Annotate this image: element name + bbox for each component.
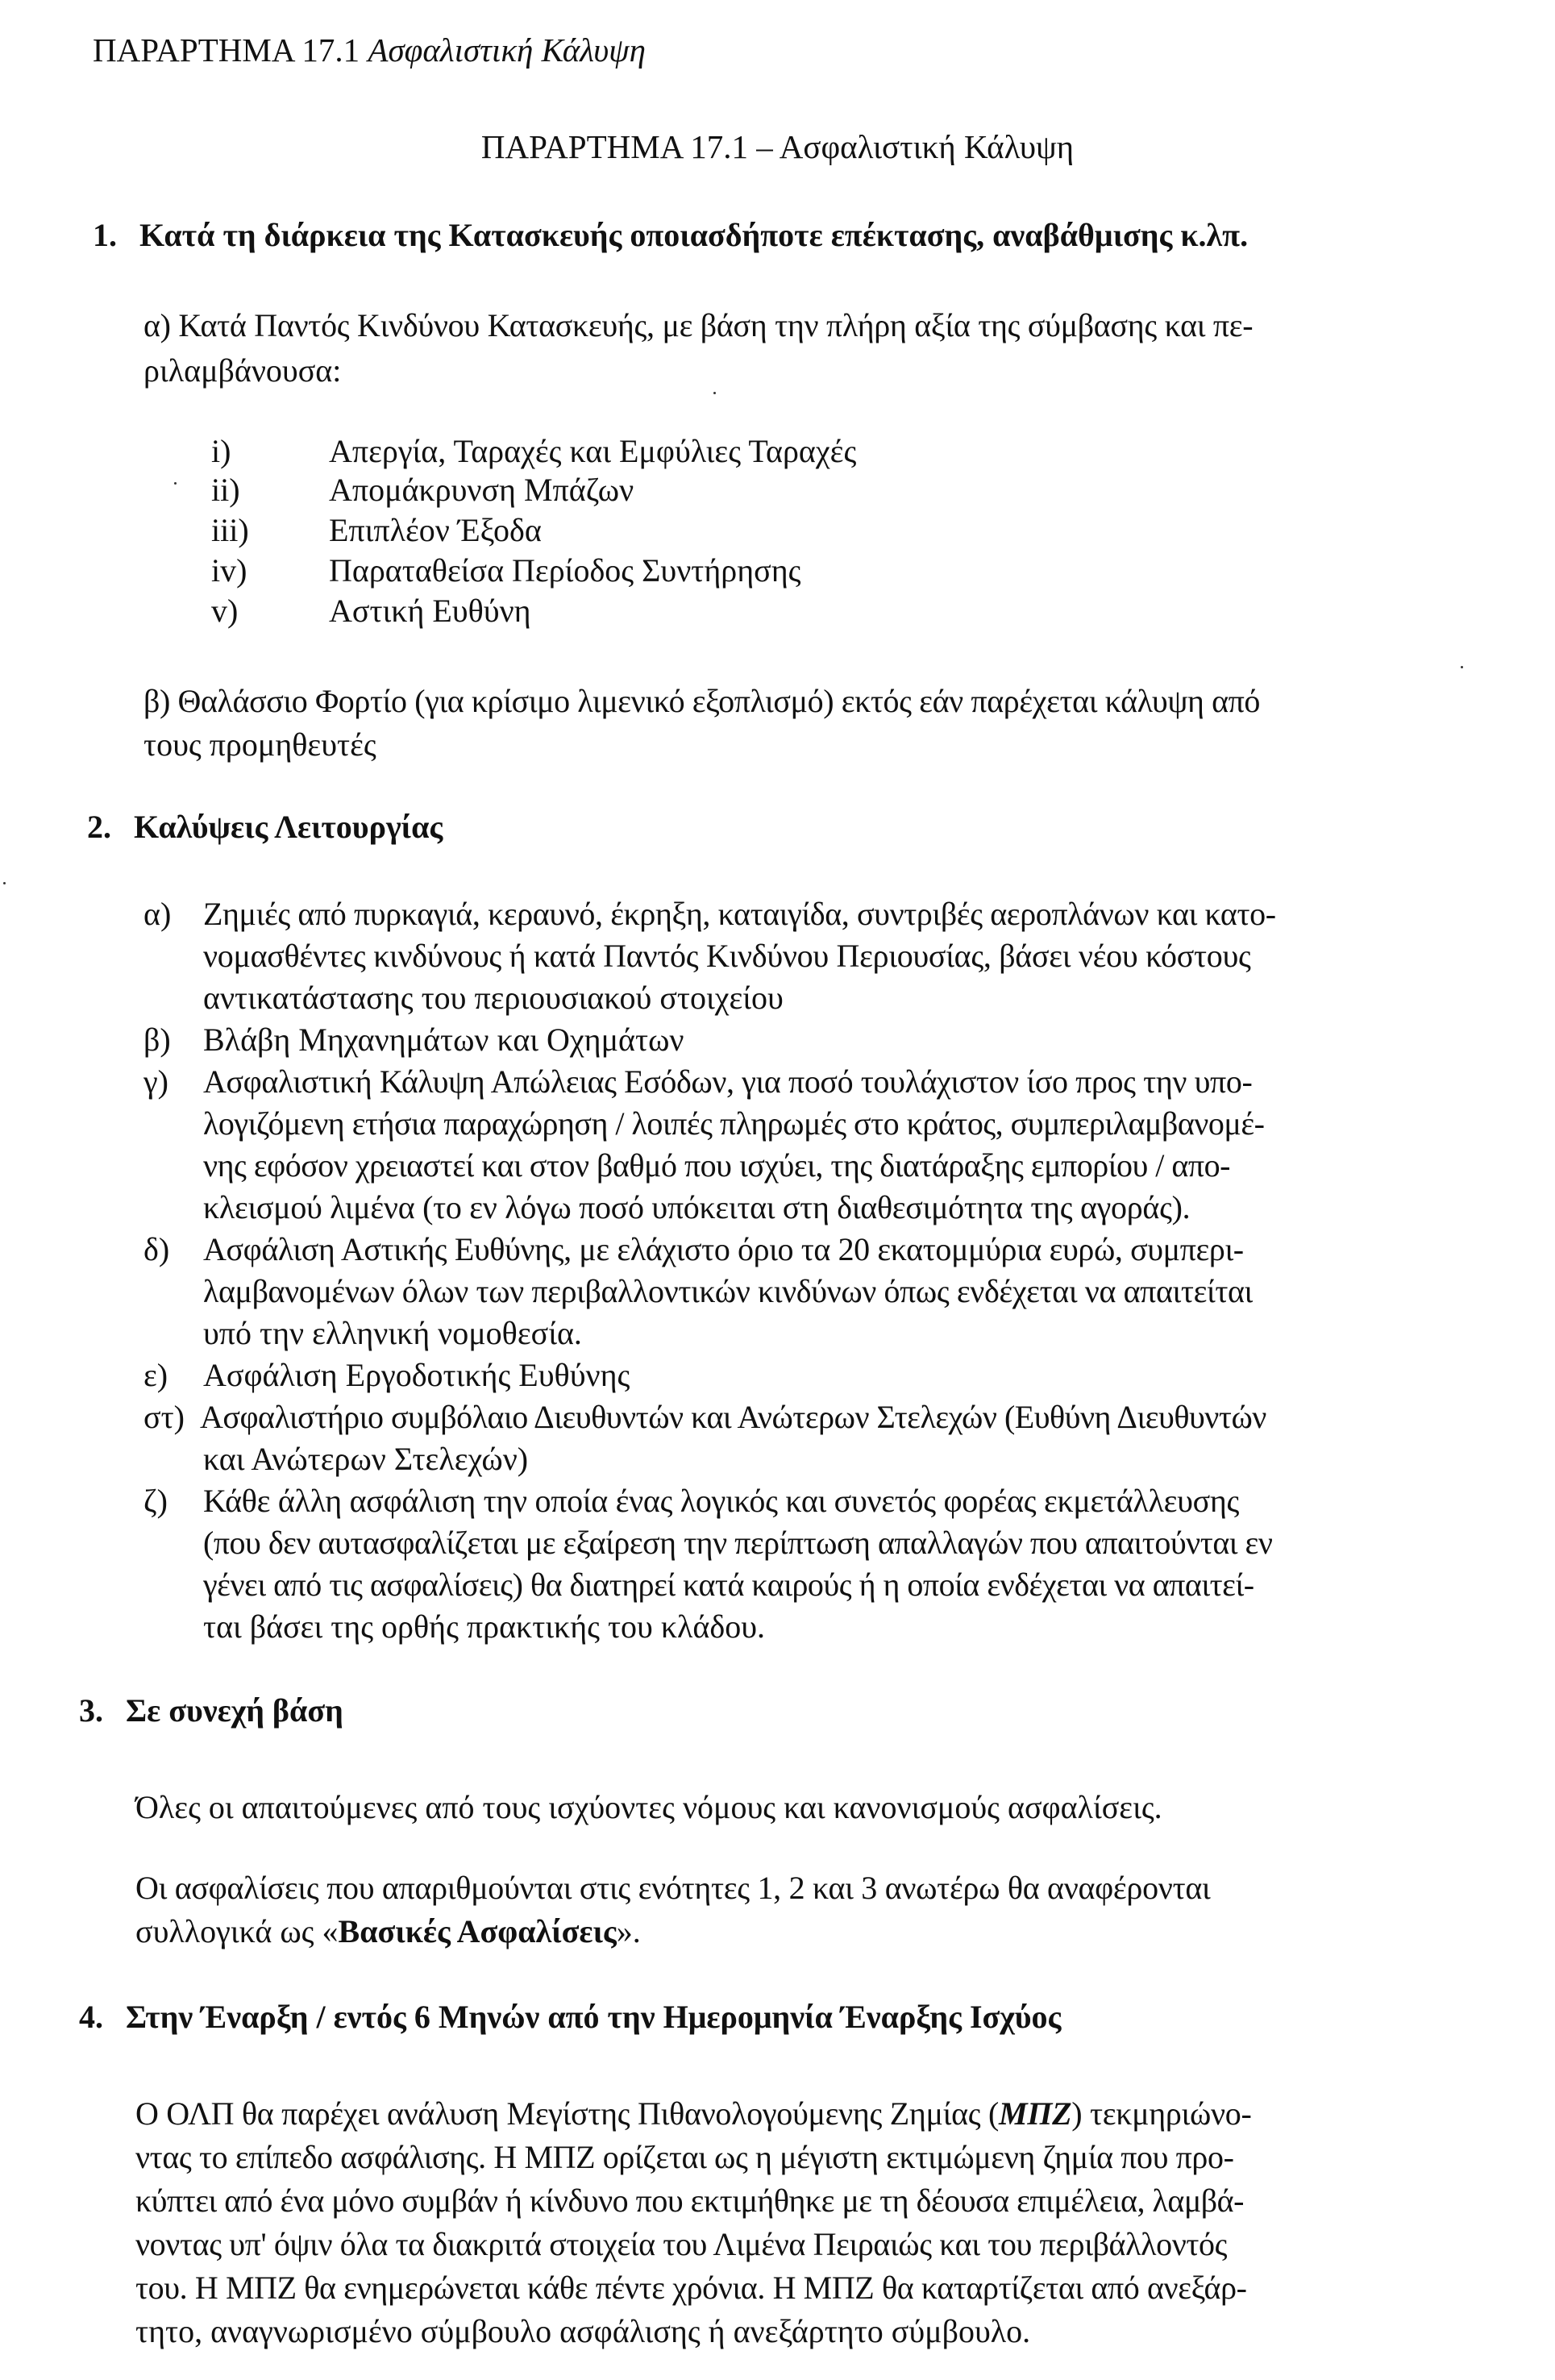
defined-term: Βασικές Ασφαλίσεις xyxy=(338,1913,617,1949)
list-text: Ζημιές από πυρκαγιά, κεραυνό, έκρηξη, καταιγίδα, συντριβές αεροπλάνων και κατο- xyxy=(203,896,1276,932)
list-label: v) xyxy=(211,593,239,629)
list-text: αντικατάστασης του περιουσιακού στοιχείου xyxy=(203,980,784,1016)
page-title: ΠΑΡΑΡΤΗΜΑ 17.1 – Ασφαλιστική Κάλυψη xyxy=(480,128,1075,165)
list-text: Ασφάλιση Εργοδοτικής Ευθύνης xyxy=(203,1357,630,1393)
text-fragment: συλλογικά ως « xyxy=(135,1913,339,1949)
list-text: Επιπλέον Έξοδα xyxy=(329,512,542,548)
text-fragment: Ο ΟΛΠ θα παρέχει ανάλυση Μεγίστης Πιθανολογούμενης Ζημίας ( xyxy=(135,2095,1000,2132)
list-label: ζ) xyxy=(143,1483,168,1519)
list-text: λογιζόμενη ετήσια παραχώρηση / λοιπές πληρωμές στο κράτος, συμπεριλαμβανομέ- xyxy=(203,1105,1265,1142)
list-text: Ασφαλιστική Κάλυψη Απώλειας Εσόδων, για ποσό τουλάχιστον ίσο προς την υπο- xyxy=(203,1063,1253,1100)
running-header-prefix: ΠΑΡΑΡΤΗΜΑ 17.1 xyxy=(93,31,368,69)
section-heading-text: Καλύψεις Λειτουργίας xyxy=(134,809,443,845)
section-1b-line-1: β) Θαλάσσιο Φορτίο (για κρίσιμο λιμενικό εξοπλισμό) εκτός εάν παρέχεται κάλυψη από xyxy=(143,683,1261,719)
list-label: ε) xyxy=(143,1357,168,1393)
list-label: β) xyxy=(143,1021,171,1058)
paragraph-line: ντας το επίπεδο ασφάλισης. Η ΜΠΖ ορίζεται ως η μέγιστη εκτιμώμενη ζημία που προ- xyxy=(135,2139,1234,2175)
list-text: ται βάσει της ορθής πρακτικής του κλάδου. xyxy=(203,1608,765,1645)
list-text: κλεισμού λιμένα (το εν λόγω ποσό υπόκειται στη διαθεσιμότητα της αγοράς). xyxy=(203,1189,1191,1225)
text-fragment: ) τεκμηριώνο- xyxy=(1071,2095,1252,2132)
list-label: δ) xyxy=(143,1231,170,1267)
list-label: στ) xyxy=(143,1399,185,1435)
section-1a-line-2: ριλαμβάνουσα: xyxy=(143,352,342,389)
section-1a-line-1: α) Κατά Παντός Κινδύνου Κατασκευής, με βάση την πλήρη αξία της σύμβασης και πε- xyxy=(143,307,1254,343)
abbreviation: ΜΠΖ xyxy=(999,2095,1072,2132)
list-text: γένει από τις ασφαλίσεις) θα διατηρεί κατά καιρούς ή η οποία ενδέχεται να απαιτεί- xyxy=(203,1567,1254,1603)
list-text: (που δεν αυτασφαλίζεται με εξαίρεση την περίπτωση απαλλαγών που απαιτούνται εν xyxy=(203,1525,1273,1561)
section-3-paragraph-2-line-2 xyxy=(135,1912,641,1951)
paragraph-line: κύπτει από ένα μόνο συμβάν ή κίνδυνο που εκτιμήθηκε με τη δέουσα επιμέλεια, λαμβά- xyxy=(135,2182,1244,2219)
list-label: α) xyxy=(143,896,172,932)
section-heading-text: Κατά τη διάρκεια της Κατασκευής οποιασδήποτε επέκτασης, αναβάθμισης κ.λπ. xyxy=(139,217,1249,253)
scan-speck xyxy=(713,392,716,394)
paragraph-line: νοντας υπ' όψιν όλα τα διακριτά στοιχεία του Λιμένα Πειραιώς και του περιβάλλοντός xyxy=(135,2226,1228,2262)
list-text: Παραταθείσα Περίοδος Συντήρησης xyxy=(329,552,801,589)
list-text: Αστική Ευθύνη xyxy=(329,593,531,629)
list-text: νομασθέντες κινδύνους ή κατά Παντός Κινδύνου Περιουσίας, βάσει νέου κόστους xyxy=(203,938,1251,974)
section-1b-line-2: τους προμηθευτές xyxy=(143,726,376,763)
scan-speck xyxy=(3,882,6,884)
list-text: Κάθε άλλη ασφάλιση την οποία ένας λογικός και συνετός φορέας εκμετάλλευσης xyxy=(203,1483,1240,1519)
list-text: Ασφαλιστήριο συμβόλαιο Διευθυντών και Ανώτερων Στελεχών (Ευθύνη Διευθυντών xyxy=(200,1399,1266,1435)
paragraph-line: τητο, αναγνωρισμένο σύμβουλο ασφάλισης ή ανεξάρτητο σύμβουλο. xyxy=(135,2313,1031,2349)
list-label: γ) xyxy=(143,1063,168,1100)
list-text: λαμβανομένων όλων των περιβαλλοντικών κινδύνων όπως ενδέχεται να απαιτείται xyxy=(203,1273,1253,1309)
section-number: 3. xyxy=(79,1692,103,1729)
list-text: Απεργία, Ταραχές και Εμφύλιες Ταραχές xyxy=(329,433,857,469)
section-3-paragraph-2-line-1: Οι ασφαλίσεις που απαριθμούνται στις ενότητες 1, 2 και 3 ανωτέρω θα αναφέρονται xyxy=(135,1870,1211,1906)
list-text: Απομάκρυνση Μπάζων xyxy=(329,472,634,508)
list-label: iii) xyxy=(211,512,249,548)
section-1-heading xyxy=(93,216,1248,255)
scan-speck xyxy=(174,482,177,485)
section-number: 4. xyxy=(79,1999,103,2035)
section-heading-text: Σε συνεχή βάση xyxy=(126,1692,343,1729)
section-4-heading xyxy=(79,1998,1061,2037)
section-3-paragraph-1: Όλες οι απαιτούμενες από τους ισχύοντες νόμους και κανονισμούς ασφαλίσεις. xyxy=(135,1789,1162,1825)
section-number: 1. xyxy=(93,217,117,253)
running-header-italic: Ασφαλιστική Κάλυψη xyxy=(368,31,646,69)
section-number: 2. xyxy=(87,809,111,845)
section-2-heading xyxy=(87,808,443,847)
list-text: υπό την ελληνική νομοθεσία. xyxy=(203,1315,582,1351)
running-header xyxy=(93,31,646,70)
list-label: i) xyxy=(211,433,231,469)
list-label: ii) xyxy=(211,472,240,508)
scan-speck xyxy=(1461,666,1463,668)
paragraph-line: του. Η ΜΠΖ θα ενημερώνεται κάθε πέντε χρόνια. Η ΜΠΖ θα καταρτίζεται από ανεξάρ- xyxy=(135,2270,1247,2306)
list-label: iv) xyxy=(211,552,247,589)
paragraph-line xyxy=(135,2095,1252,2133)
list-text: και Ανώτερων Στελεχών) xyxy=(203,1441,529,1477)
section-heading-text: Στην Έναρξη / εντός 6 Μηνών από την Ημερομηνία Έναρξης Ισχύος xyxy=(126,1999,1062,2035)
list-text: Ασφάλιση Αστικής Ευθύνης, με ελάχιστο όριο τα 20 εκατομμύρια ευρώ, συμπερι- xyxy=(203,1231,1244,1267)
text-fragment: ». xyxy=(616,1913,641,1949)
section-3-heading xyxy=(79,1691,343,1730)
list-text: νης εφόσον χρειαστεί και στον βαθμό που ισχύει, της διατάραξης εμπορίου / απο- xyxy=(203,1147,1230,1184)
list-text: Βλάβη Μηχανημάτων και Οχημάτων xyxy=(203,1021,684,1058)
